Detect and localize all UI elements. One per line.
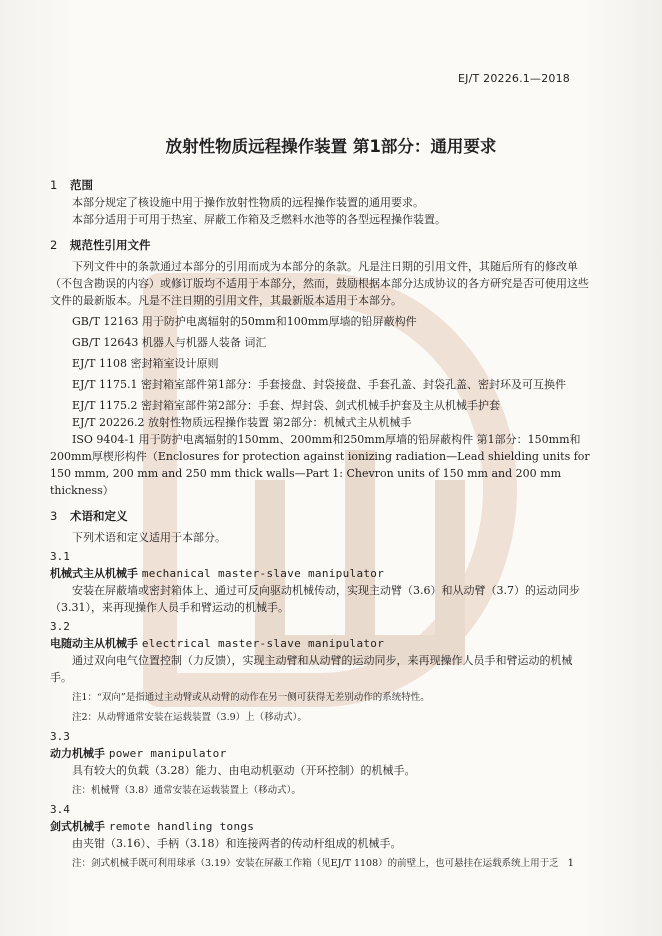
reference-item: ISO 9404-1 用于防护电离辐射的150mm、200mm和250mm厚墙的铅屏蔽构件 第1部分：150mm和200mm厚楔形构件（Enclosures for protection against ionizing radiation—Lead shielding units for 150 mmm, 200 mm and 250 mm thick walls—Part 1: Chevron units of 150 mm and 200 mm thickness） (50, 433, 590, 497)
page-number: 1 (567, 858, 574, 869)
term-definition: 安装在屏蔽墙或密封箱体上、通过可反向驱动机械传动，实现主动臂（3.6）和从动臂（3.7）的运动同步（3.31），来再现操作人员手和臂运动的机械手。 (50, 584, 580, 614)
reference-item: EJ/T 1108 密封箱室设计原则 (72, 357, 219, 370)
reference-item: EJ/T 1175.2 密封箱室部件第2部分：手套、焊封袋、剑式机械手护套及主从机械手护套 (72, 399, 500, 412)
term-title: 机械式主从机械手 mechanical master-slave manipulator (50, 567, 385, 580)
document-body (50, 176, 590, 872)
term-number: 3.3 (50, 730, 70, 743)
term-definition: 通过双向电气位置控制（力反馈），实现主动臂和从动臂的运动同步，来再现操作人员手和臂运动的机械手。 (50, 654, 573, 684)
reference-item: EJ/T 1175.1 密封箱室部件第1部分：手套接盘、封袋接盘、手套孔盖、封袋孔盖、密封环及可互换件 (72, 378, 566, 391)
term-number: 3.1 (50, 550, 70, 563)
reference-item: EJ/T 20226.2 放射性物质远程操作装置 第2部分：机械式主从机械手 (72, 416, 412, 429)
term-title: 剑式机械手 remote handling tongs (50, 820, 255, 833)
term-note: 注：机械臂（3.8）通常安装在运载装置上（移动式）。 (72, 785, 301, 796)
paragraph: 下列文件中的条款通过本部分的引用而成为本部分的条款。凡是注日期的引用文件，其随后所有的修改单（不包含勘误的内容）或修订版均不适用于本部分，然而，鼓励根据本部分达成协议的各方研究是否可使用这些文件的最新版本。凡是不注日期的引用文件，其最新版本适用于本部分。 (50, 260, 589, 307)
term-definition: 具有较大的负载（3.28）能力、由电动机驱动（开环控制）的机械手。 (72, 764, 416, 777)
section-heading-scope: 1 范围 (50, 178, 93, 192)
reference-item: GB/T 12163 用于防护电离辐射的50mm和100mm厚墙的铅屏蔽构件 (72, 315, 417, 328)
section-heading-terms: 3 术语和定义 (50, 509, 128, 523)
reference-item: GB/T 12643 机器人与机器人装备 词汇 (72, 336, 267, 349)
term-title: 动力机械手 power manipulator (50, 747, 227, 760)
paragraph: 本部分规定了核设施中用于操作放射性物质的远程操作装置的通用要求。 (72, 196, 424, 209)
term-note: 注2：从动臂通常安装在运载装置（3.9）上（移动式）。 (72, 712, 307, 723)
paragraph: 下列术语和定义适用于本部分。 (72, 531, 226, 544)
term-definition: 由夹钳（3.16）、手柄（3.18）和连接两者的传动杆组成的机械手。 (72, 837, 402, 850)
standard-code: EJ/T 20226.1—2018 (458, 72, 570, 85)
term-title: 电随动主从机械手 electrical master-slave manipulator (50, 637, 385, 650)
term-note: 注：剑式机械手既可利用球承（3.19）安装在屏蔽工作箱（见EJ/T 1108）的前壁上，也可悬挂在运载系统上用于乏 (72, 858, 559, 869)
section-heading-normative-references: 2 规范性引用文件 (50, 238, 151, 252)
term-number: 3.2 (50, 620, 70, 633)
document-title: 放射性物质远程操作装置 第1部分：通用要求 (165, 137, 497, 156)
term-number: 3.4 (50, 803, 70, 816)
paragraph: 本部分适用于可用于热室、屏蔽工作箱及乏燃料水池等的各型远程操作装置。 (72, 213, 446, 226)
term-note: 注1：“双向”是指通过主动臂或从动臂的动作在另一侧可获得无差别动作的系统特性。 (72, 692, 430, 703)
